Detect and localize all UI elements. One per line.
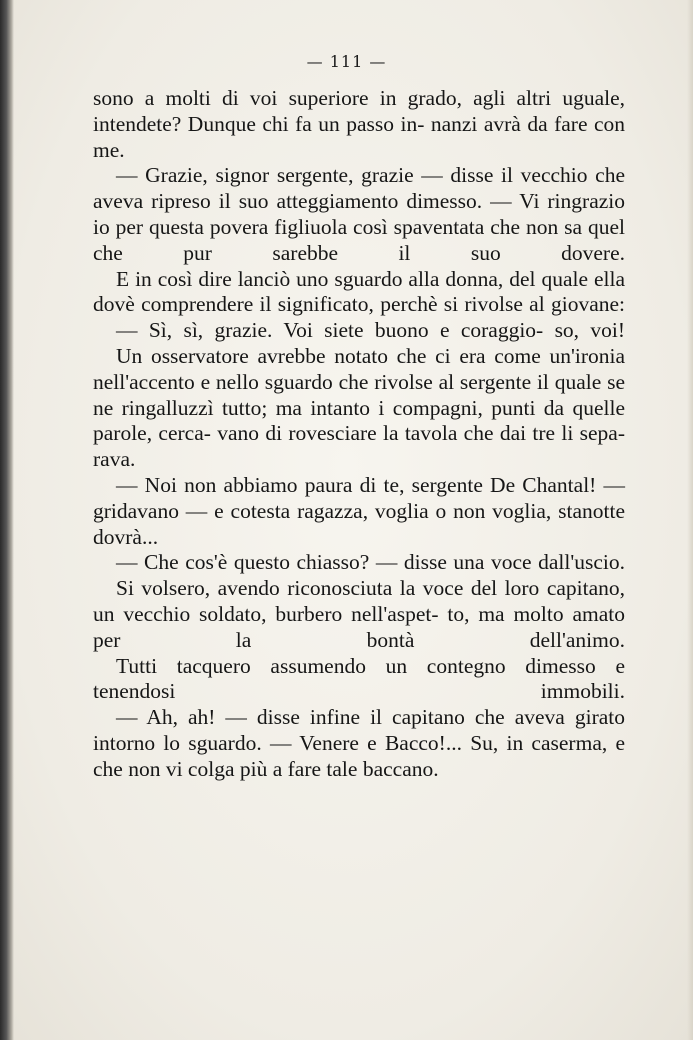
text-line: to, ma molto amato per la bontà dell'animo. bbox=[93, 601, 625, 652]
text-line: Tutti tacquero assumendo un contegno dimesso bbox=[116, 653, 596, 678]
page-edge bbox=[687, 0, 693, 1040]
text-line: baccano. bbox=[362, 756, 439, 781]
page-binding-shadow bbox=[0, 0, 14, 1040]
text-line: un'ironia nell'accento e nello sguardo che rivolse bbox=[93, 343, 625, 394]
text-line: Su, in caserma, e che non vi colga più a fare tale bbox=[93, 730, 625, 781]
paragraph bbox=[93, 576, 625, 653]
text-line: e tenendosi immobili. bbox=[93, 653, 626, 704]
text-line: De Chantal! — gridavano — e cotesta ragazza, bbox=[93, 472, 625, 523]
paragraph bbox=[93, 318, 625, 344]
paragraph bbox=[93, 654, 625, 706]
text-line: al sergente il quale se ne ringalluzzì tutto; ma bbox=[93, 369, 625, 420]
text-line: voglia o non voglia, stanotte dovrà... bbox=[93, 498, 625, 549]
text-line: del quale ella dovè comprendere il significato, bbox=[93, 266, 626, 317]
text-line: sono a molti di voi superiore in grado, agli altri bbox=[93, 86, 552, 110]
text-line: so, voi! bbox=[554, 318, 626, 343]
text-line: vecchio che aveva ripreso il suo atteggiamento bbox=[93, 163, 626, 214]
text-line: — Che cos'è questo chiasso? — disse una voce bbox=[116, 550, 532, 575]
text-line: intanto i compagni, punti da quelle parole, cerca- bbox=[93, 395, 625, 446]
text-line: dimesso. — Vi ringrazio io per questa povera bbox=[93, 189, 626, 239]
text-line: nanzi avrà da fare con me. bbox=[93, 111, 625, 162]
text-line: perchè si rivolse al giovane: bbox=[380, 292, 625, 317]
paragraph bbox=[93, 267, 625, 319]
paragraph bbox=[93, 344, 625, 473]
text-line: rava. bbox=[93, 447, 136, 472]
text-line: dall'uscio. bbox=[538, 550, 626, 575]
text-line: Un osservatore avrebbe notato che ci era come bbox=[116, 343, 541, 368]
text-line: vano di rovesciare la tavola che dai tre li sepa- bbox=[217, 421, 625, 446]
paragraph bbox=[93, 705, 625, 782]
text-line: — Grazie, signor sergente, grazie — disse il bbox=[116, 163, 514, 188]
body-text bbox=[93, 86, 625, 783]
text-line: — Noi non abbiamo paura di te, sergente bbox=[116, 472, 483, 497]
page-number: — 111 — bbox=[306, 52, 387, 71]
paragraph bbox=[93, 473, 625, 550]
text-line: uguale, intendete? Dunque chi fa un passo in- bbox=[93, 86, 625, 136]
text-line: — Sì, sì, grazie. Voi siete buono e coraggio- bbox=[116, 318, 544, 343]
text-line: girato intorno lo sguardo. — Venere e Bacco!... bbox=[93, 705, 626, 755]
text-line: capitano, un vecchio soldato, burbero nell'aspet- bbox=[93, 576, 626, 626]
text-line: sarebbe il suo dovere. bbox=[272, 240, 626, 265]
text-line: Si volsero, avendo riconosciuta la voce del loro bbox=[116, 576, 540, 601]
paragraph bbox=[93, 86, 625, 163]
text-line: figliuola così spaventata che non sa quel che pur bbox=[93, 214, 625, 265]
paragraph bbox=[93, 163, 625, 266]
text-line: — Ah, ah! — disse infine il capitano che aveva bbox=[116, 705, 565, 730]
paragraph bbox=[93, 550, 625, 576]
text-line: E in così dire lanciò uno sguardo alla donna, bbox=[116, 266, 504, 291]
